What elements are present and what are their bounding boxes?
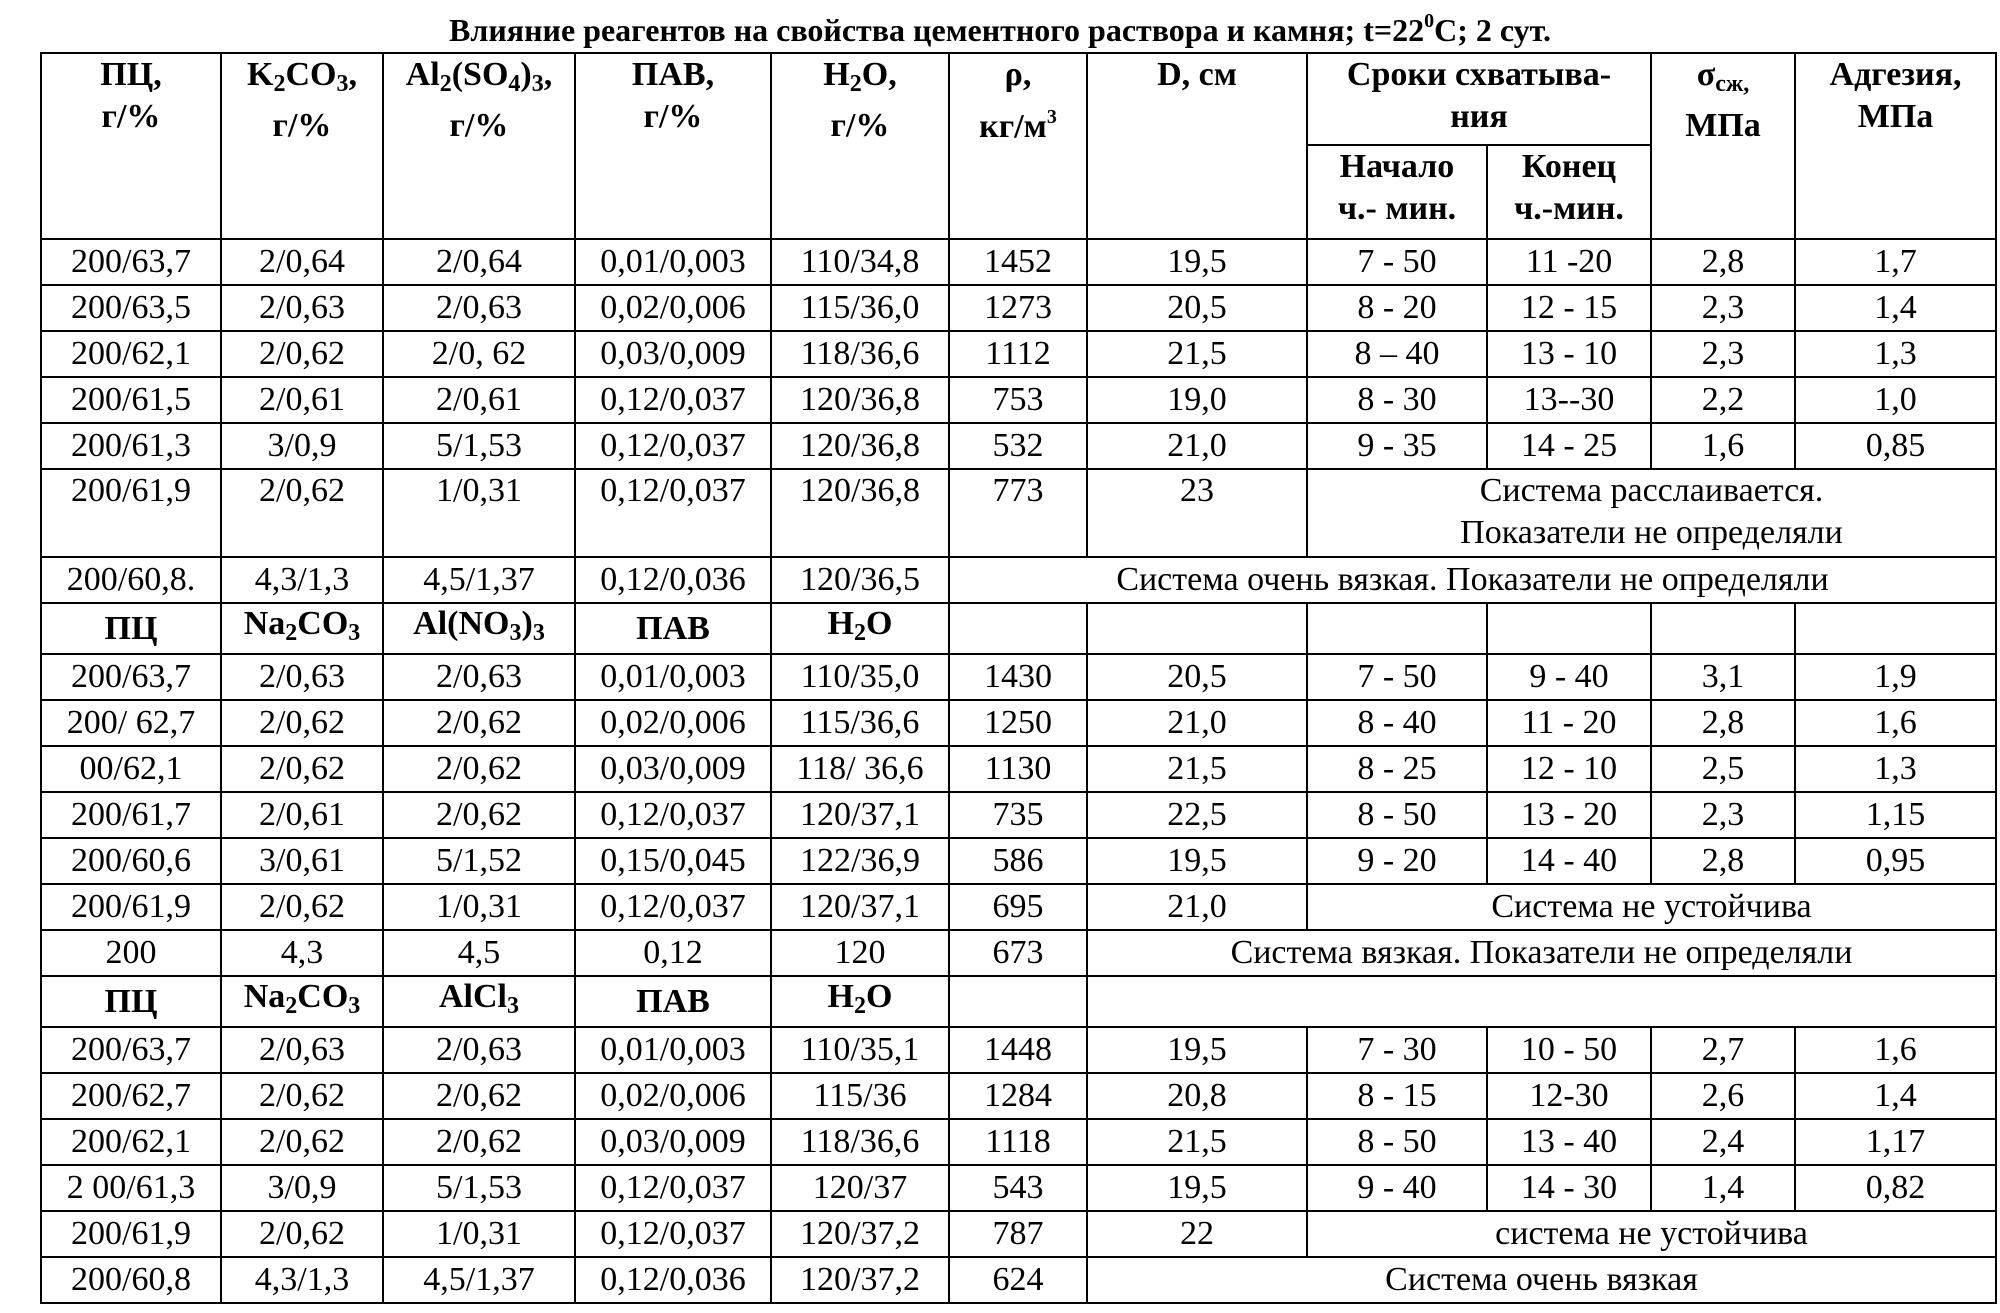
table-cell: ПЦ bbox=[41, 976, 221, 1027]
table-cell: 2/0,62 bbox=[221, 469, 383, 557]
table-cell: 7 - 50 bbox=[1307, 239, 1487, 285]
col-header-al2so4: $Al_2(SO_4)_3$, г/% bbox=[383, 53, 575, 239]
table-cell: 2,3 bbox=[1651, 792, 1795, 838]
table-cell bbox=[1795, 603, 1996, 654]
table-cell: 2/0,63 bbox=[383, 285, 575, 331]
table-cell: 14 - 25 bbox=[1487, 423, 1651, 469]
table-cell: 1,4 bbox=[1795, 285, 1996, 331]
table-row bbox=[41, 1027, 1996, 1073]
table-cell: 120/36,5 bbox=[771, 557, 949, 603]
table-cell: 2,8 bbox=[1651, 700, 1795, 746]
table-cell: 0,01/0,003 bbox=[575, 239, 771, 285]
table-cell: 624 bbox=[949, 1257, 1087, 1303]
table-cell: 2/0,62 bbox=[383, 1119, 575, 1165]
table-cell: $Al(NO_3)_3$ bbox=[383, 603, 575, 654]
table-row bbox=[41, 423, 1996, 469]
table-cell: 118/ 36,6 bbox=[771, 746, 949, 792]
table-cell: 1/0,31 bbox=[383, 469, 575, 557]
table-cell: 8 - 15 bbox=[1307, 1073, 1487, 1119]
table-cell: 115/36,0 bbox=[771, 285, 949, 331]
table-row bbox=[41, 838, 1996, 884]
table-cell bbox=[1307, 603, 1487, 654]
table-cell: 0,01/0,003 bbox=[575, 654, 771, 700]
table-cell: 0,12/0,037 bbox=[575, 469, 771, 557]
table-cell: 0,03/0,009 bbox=[575, 746, 771, 792]
table-row bbox=[41, 1165, 1996, 1211]
table-cell: 19,5 bbox=[1087, 1027, 1307, 1073]
table-row bbox=[41, 377, 1996, 423]
table-cell: 0,82 bbox=[1795, 1165, 1996, 1211]
table-cell: 120/37 bbox=[771, 1165, 949, 1211]
row-note: система не устойчива bbox=[1307, 1211, 1996, 1257]
title-text: Влияние реагентов на свойства цементного раствора и камня; t=22 bbox=[449, 12, 1425, 48]
table-cell: $H_2O$ bbox=[771, 976, 949, 1027]
table-cell: 0,03/0,009 bbox=[575, 1119, 771, 1165]
table-cell: 2,7 bbox=[1651, 1027, 1795, 1073]
table-title bbox=[0, 10, 2000, 49]
table-cell: 3/0,9 bbox=[221, 1165, 383, 1211]
table-cell: 8 - 50 bbox=[1307, 792, 1487, 838]
table-cell: 1118 bbox=[949, 1119, 1087, 1165]
table-cell: 2/0,62 bbox=[383, 792, 575, 838]
table-cell: 120/37,1 bbox=[771, 884, 949, 930]
table-cell: 3,1 bbox=[1651, 654, 1795, 700]
table-cell: 200 bbox=[41, 930, 221, 976]
table-cell: 0,12/0,037 bbox=[575, 884, 771, 930]
table-cell: 1452 bbox=[949, 239, 1087, 285]
table-cell: 4,3/1,3 bbox=[221, 1257, 383, 1303]
table-row bbox=[41, 884, 1996, 930]
table-row bbox=[41, 285, 1996, 331]
col-header-adhesion: Адгезия, МПа bbox=[1795, 53, 1996, 239]
table-cell: 14 - 40 bbox=[1487, 838, 1651, 884]
table-cell: 2/0,61 bbox=[221, 377, 383, 423]
table-cell: 2,2 bbox=[1651, 377, 1795, 423]
table-row bbox=[41, 654, 1996, 700]
table-row bbox=[41, 746, 1996, 792]
table-cell: 0,85 bbox=[1795, 423, 1996, 469]
table-cell: ПЦ bbox=[41, 603, 221, 654]
table-cell: 120/36,8 bbox=[771, 469, 949, 557]
table-cell: 7 - 50 bbox=[1307, 654, 1487, 700]
table-cell: 9 - 35 bbox=[1307, 423, 1487, 469]
table-cell: 0,12/0,037 bbox=[575, 1165, 771, 1211]
table-cell: 200/60,6 bbox=[41, 838, 221, 884]
table-cell: 110/35,0 bbox=[771, 654, 949, 700]
table-row bbox=[41, 469, 1996, 557]
table-cell: 200/61,9 bbox=[41, 469, 221, 557]
table-cell: 5/1,52 bbox=[383, 838, 575, 884]
table-cell: 0,12/0,036 bbox=[575, 557, 771, 603]
table-cell: 120/36,8 bbox=[771, 377, 949, 423]
table-cell: 22 bbox=[1087, 1211, 1307, 1257]
table-cell: 8 - 40 bbox=[1307, 700, 1487, 746]
table-cell: 0,12/0,036 bbox=[575, 1257, 771, 1303]
table-cell: 2/0,61 bbox=[383, 377, 575, 423]
table-cell: 753 bbox=[949, 377, 1087, 423]
table-cell: 787 bbox=[949, 1211, 1087, 1257]
table-cell: 8 - 20 bbox=[1307, 285, 1487, 331]
table-cell: 2/0,63 bbox=[221, 285, 383, 331]
section-header-row bbox=[41, 976, 1996, 1027]
table-cell: 11 - 20 bbox=[1487, 700, 1651, 746]
table-cell: 20,5 bbox=[1087, 654, 1307, 700]
table-cell: 5/1,53 bbox=[383, 1165, 575, 1211]
table-cell: 200/61,9 bbox=[41, 1211, 221, 1257]
table-cell: 115/36 bbox=[771, 1073, 949, 1119]
table-cell: 2 00/61,3 bbox=[41, 1165, 221, 1211]
table-cell: 2,6 bbox=[1651, 1073, 1795, 1119]
table-cell: 532 bbox=[949, 423, 1087, 469]
table-cell bbox=[1087, 976, 1996, 1027]
section-1 bbox=[41, 239, 1996, 603]
table-cell: 2/0,62 bbox=[221, 1073, 383, 1119]
table-cell: 1250 bbox=[949, 700, 1087, 746]
table-row bbox=[41, 557, 1996, 603]
table-cell: 21,0 bbox=[1087, 700, 1307, 746]
table-cell: ПАВ bbox=[575, 603, 771, 654]
table-cell: 735 bbox=[949, 792, 1087, 838]
table-cell: 13 - 10 bbox=[1487, 331, 1651, 377]
table-cell: 21,5 bbox=[1087, 331, 1307, 377]
table-cell: 4,5/1,37 bbox=[383, 1257, 575, 1303]
table-cell: 2,3 bbox=[1651, 285, 1795, 331]
table-cell: 2/0,63 bbox=[383, 654, 575, 700]
table-cell: 1284 bbox=[949, 1073, 1087, 1119]
table-cell: 0,12/0,037 bbox=[575, 377, 771, 423]
table-cell: 4,5/1,37 bbox=[383, 557, 575, 603]
table-cell: 2,3 bbox=[1651, 331, 1795, 377]
table-cell: 12-30 bbox=[1487, 1073, 1651, 1119]
table-cell: 200/60,8 bbox=[41, 1257, 221, 1303]
table-cell: 673 bbox=[949, 930, 1087, 976]
table-cell: 13--30 bbox=[1487, 377, 1651, 423]
table-cell: 200/63,5 bbox=[41, 285, 221, 331]
table-cell: 543 bbox=[949, 1165, 1087, 1211]
col-header-pav: ПАВ, г/% bbox=[575, 53, 771, 239]
table-cell: 2,5 bbox=[1651, 746, 1795, 792]
section-2 bbox=[41, 603, 1996, 976]
table-cell: 0,12/0,037 bbox=[575, 792, 771, 838]
table-cell: 2/0,62 bbox=[221, 700, 383, 746]
table-cell: 200/61,5 bbox=[41, 377, 221, 423]
table-cell: 2/0,62 bbox=[221, 331, 383, 377]
col-header-k2co3: $K_2CO_3$, г/% bbox=[221, 53, 383, 239]
table-cell: 8 – 40 bbox=[1307, 331, 1487, 377]
table-cell: 0,12/0,037 bbox=[575, 1211, 771, 1257]
table-cell: 2,8 bbox=[1651, 239, 1795, 285]
row-note: Система вязкая. Показатели не определяли bbox=[1087, 930, 1996, 976]
table-cell: 0,02/0,006 bbox=[575, 285, 771, 331]
table-cell: 0,02/0,006 bbox=[575, 700, 771, 746]
table-cell: 10 - 50 bbox=[1487, 1027, 1651, 1073]
table-cell: 1,9 bbox=[1795, 654, 1996, 700]
table-cell: 1273 bbox=[949, 285, 1087, 331]
table-cell: 14 - 30 bbox=[1487, 1165, 1651, 1211]
table-cell: 200/62,7 bbox=[41, 1073, 221, 1119]
table-cell: 2/0,61 bbox=[221, 792, 383, 838]
table-cell: 1448 bbox=[949, 1027, 1087, 1073]
table-cell: 2/0, 62 bbox=[383, 331, 575, 377]
table-cell: 2,8 bbox=[1651, 838, 1795, 884]
table-cell bbox=[1087, 603, 1307, 654]
col-header-setting: Сроки схватыва- ния bbox=[1307, 53, 1651, 145]
table-cell: 1,7 bbox=[1795, 239, 1996, 285]
table-cell: 4,3 bbox=[221, 930, 383, 976]
table-cell bbox=[949, 976, 1087, 1027]
title-superscript: 0 bbox=[1424, 10, 1435, 32]
table-cell: 200/60,8. bbox=[41, 557, 221, 603]
table-cell: 120/37,1 bbox=[771, 792, 949, 838]
table-cell: 2/0,62 bbox=[221, 746, 383, 792]
table-cell: 2/0,62 bbox=[383, 700, 575, 746]
table-row bbox=[41, 331, 1996, 377]
table-cell: 1,6 bbox=[1795, 700, 1996, 746]
table-cell: 2/0,62 bbox=[221, 1211, 383, 1257]
table-cell: 1,0 bbox=[1795, 377, 1996, 423]
table-cell: 1,4 bbox=[1795, 1073, 1996, 1119]
table-row bbox=[41, 1073, 1996, 1119]
table-cell: 1,15 bbox=[1795, 792, 1996, 838]
table-row bbox=[41, 1257, 1996, 1303]
table-cell: ПАВ bbox=[575, 976, 771, 1027]
table-cell: 19,5 bbox=[1087, 838, 1307, 884]
table-cell: 1,6 bbox=[1795, 1027, 1996, 1073]
table-cell bbox=[1487, 603, 1651, 654]
table-cell: 1,4 bbox=[1651, 1165, 1795, 1211]
table-cell: 2,4 bbox=[1651, 1119, 1795, 1165]
table-cell: 2/0,64 bbox=[383, 239, 575, 285]
table-cell: 11 -20 bbox=[1487, 239, 1651, 285]
table-cell: 0,03/0,009 bbox=[575, 331, 771, 377]
table-cell: 773 bbox=[949, 469, 1087, 557]
table-cell: 200/63,7 bbox=[41, 654, 221, 700]
table-cell: 200/61,3 bbox=[41, 423, 221, 469]
table-cell: 110/35,1 bbox=[771, 1027, 949, 1073]
table-cell: 200/63,7 bbox=[41, 239, 221, 285]
header-row-1 bbox=[41, 53, 1996, 145]
table-cell: 0,15/0,045 bbox=[575, 838, 771, 884]
table-cell: 0,12 bbox=[575, 930, 771, 976]
table-cell: 115/36,6 bbox=[771, 700, 949, 746]
col-header-d: D, см bbox=[1087, 53, 1307, 239]
table-cell: 0,12/0,037 bbox=[575, 423, 771, 469]
table-cell: 2/0,63 bbox=[383, 1027, 575, 1073]
table-cell: 20,8 bbox=[1087, 1073, 1307, 1119]
col-header-start: Начало ч.- мин. bbox=[1307, 145, 1487, 239]
table-cell: 200/ 62,7 bbox=[41, 700, 221, 746]
table-cell: 1130 bbox=[949, 746, 1087, 792]
table-cell: 120 bbox=[771, 930, 949, 976]
table-row bbox=[41, 700, 1996, 746]
table-cell: 1,3 bbox=[1795, 746, 1996, 792]
table-cell: 2/0,62 bbox=[383, 1073, 575, 1119]
table-cell: 110/34,8 bbox=[771, 239, 949, 285]
table-cell: 118/36,6 bbox=[771, 1119, 949, 1165]
table-cell: 2/0,62 bbox=[221, 1119, 383, 1165]
table-cell: 118/36,6 bbox=[771, 331, 949, 377]
table-row bbox=[41, 1211, 1996, 1257]
col-header-h2o: $H_2O$, г/% bbox=[771, 53, 949, 239]
table-cell: AlCl$_3$ bbox=[383, 976, 575, 1027]
table-cell: 120/37,2 bbox=[771, 1211, 949, 1257]
table-cell: 1430 bbox=[949, 654, 1087, 700]
table-cell: 586 bbox=[949, 838, 1087, 884]
table-cell: 1,3 bbox=[1795, 331, 1996, 377]
table-cell: 8 - 50 bbox=[1307, 1119, 1487, 1165]
table-cell bbox=[1651, 603, 1795, 654]
row-note: Система расслаивается. Показатели не определяли bbox=[1307, 469, 1996, 557]
table-cell: $H_2O$ bbox=[771, 603, 949, 654]
table-cell: 21,5 bbox=[1087, 1119, 1307, 1165]
table-cell: 200/62,1 bbox=[41, 1119, 221, 1165]
table-cell: 19,5 bbox=[1087, 1165, 1307, 1211]
table-cell: 00/62,1 bbox=[41, 746, 221, 792]
data-table bbox=[40, 52, 1997, 1304]
table-cell: 3/0,61 bbox=[221, 838, 383, 884]
table-cell: 5/1,53 bbox=[383, 423, 575, 469]
table-cell: 0,01/0,003 bbox=[575, 1027, 771, 1073]
row-note: Система очень вязкая bbox=[1087, 1257, 1996, 1303]
table-cell: 120/37,2 bbox=[771, 1257, 949, 1303]
table-cell: 0,02/0,006 bbox=[575, 1073, 771, 1119]
table-row bbox=[41, 792, 1996, 838]
table-cell: 8 - 30 bbox=[1307, 377, 1487, 423]
table-cell: 23 bbox=[1087, 469, 1307, 557]
table-cell: 9 - 20 bbox=[1307, 838, 1487, 884]
table-cell: 12 - 15 bbox=[1487, 285, 1651, 331]
title-end: С; 2 сут. bbox=[1434, 12, 1551, 48]
table-cell: 122/36,9 bbox=[771, 838, 949, 884]
table-cell: $Na_2CO_3$ bbox=[221, 976, 383, 1027]
table-cell: 0,95 bbox=[1795, 838, 1996, 884]
table-cell: 2/0,62 bbox=[383, 746, 575, 792]
table-cell: 20,5 bbox=[1087, 285, 1307, 331]
table-cell bbox=[949, 603, 1087, 654]
row-note: Система очень вязкая. Показатели не определяли bbox=[949, 557, 1996, 603]
table-cell: 19,5 bbox=[1087, 239, 1307, 285]
table-cell: 21,0 bbox=[1087, 884, 1307, 930]
table-cell: 200/61,7 bbox=[41, 792, 221, 838]
table-cell: 21,5 bbox=[1087, 746, 1307, 792]
table-cell: 21,0 bbox=[1087, 423, 1307, 469]
table-cell: 3/0,9 bbox=[221, 423, 383, 469]
row-note: Система не устойчива bbox=[1307, 884, 1996, 930]
table-row bbox=[41, 930, 1996, 976]
col-header-rho: ρ, $кг/м^3$ bbox=[949, 53, 1087, 239]
table-cell: 200/62,1 bbox=[41, 331, 221, 377]
table-cell: 695 bbox=[949, 884, 1087, 930]
table-cell: 9 - 40 bbox=[1487, 654, 1651, 700]
table-cell: 1,17 bbox=[1795, 1119, 1996, 1165]
table-cell: 7 - 30 bbox=[1307, 1027, 1487, 1073]
col-header-sigma: $\sigma_{сж,}$ МПа bbox=[1651, 53, 1795, 239]
table-cell: 8 - 25 bbox=[1307, 746, 1487, 792]
table-row bbox=[41, 239, 1996, 285]
table-cell: 13 - 40 bbox=[1487, 1119, 1651, 1165]
table-cell: 2/0,63 bbox=[221, 654, 383, 700]
col-header-end: Конец ч.-мин. bbox=[1487, 145, 1651, 239]
table-cell: 4,5 bbox=[383, 930, 575, 976]
table-cell: 200/61,9 bbox=[41, 884, 221, 930]
col-header-pc: ПЦ, г/% bbox=[41, 53, 221, 239]
table-cell: 19,0 bbox=[1087, 377, 1307, 423]
table-cell: 2/0,64 bbox=[221, 239, 383, 285]
table-cell: 4,3/1,3 bbox=[221, 557, 383, 603]
table-cell: 120/36,8 bbox=[771, 423, 949, 469]
table-cell: 1/0,31 bbox=[383, 1211, 575, 1257]
table-cell: 22,5 bbox=[1087, 792, 1307, 838]
table-cell: 2/0,62 bbox=[221, 884, 383, 930]
table-cell: 1/0,31 bbox=[383, 884, 575, 930]
table-cell: 12 - 10 bbox=[1487, 746, 1651, 792]
table-cell: $Na_2CO_3$ bbox=[221, 603, 383, 654]
section-3 bbox=[41, 976, 1996, 1303]
table-cell: 2/0,63 bbox=[221, 1027, 383, 1073]
table-cell: 1,6 bbox=[1651, 423, 1795, 469]
table-cell: 1112 bbox=[949, 331, 1087, 377]
table-cell: 13 - 20 bbox=[1487, 792, 1651, 838]
table-row bbox=[41, 1119, 1996, 1165]
section-header-row bbox=[41, 603, 1996, 654]
table-cell: 9 - 40 bbox=[1307, 1165, 1487, 1211]
table-cell: 200/63,7 bbox=[41, 1027, 221, 1073]
